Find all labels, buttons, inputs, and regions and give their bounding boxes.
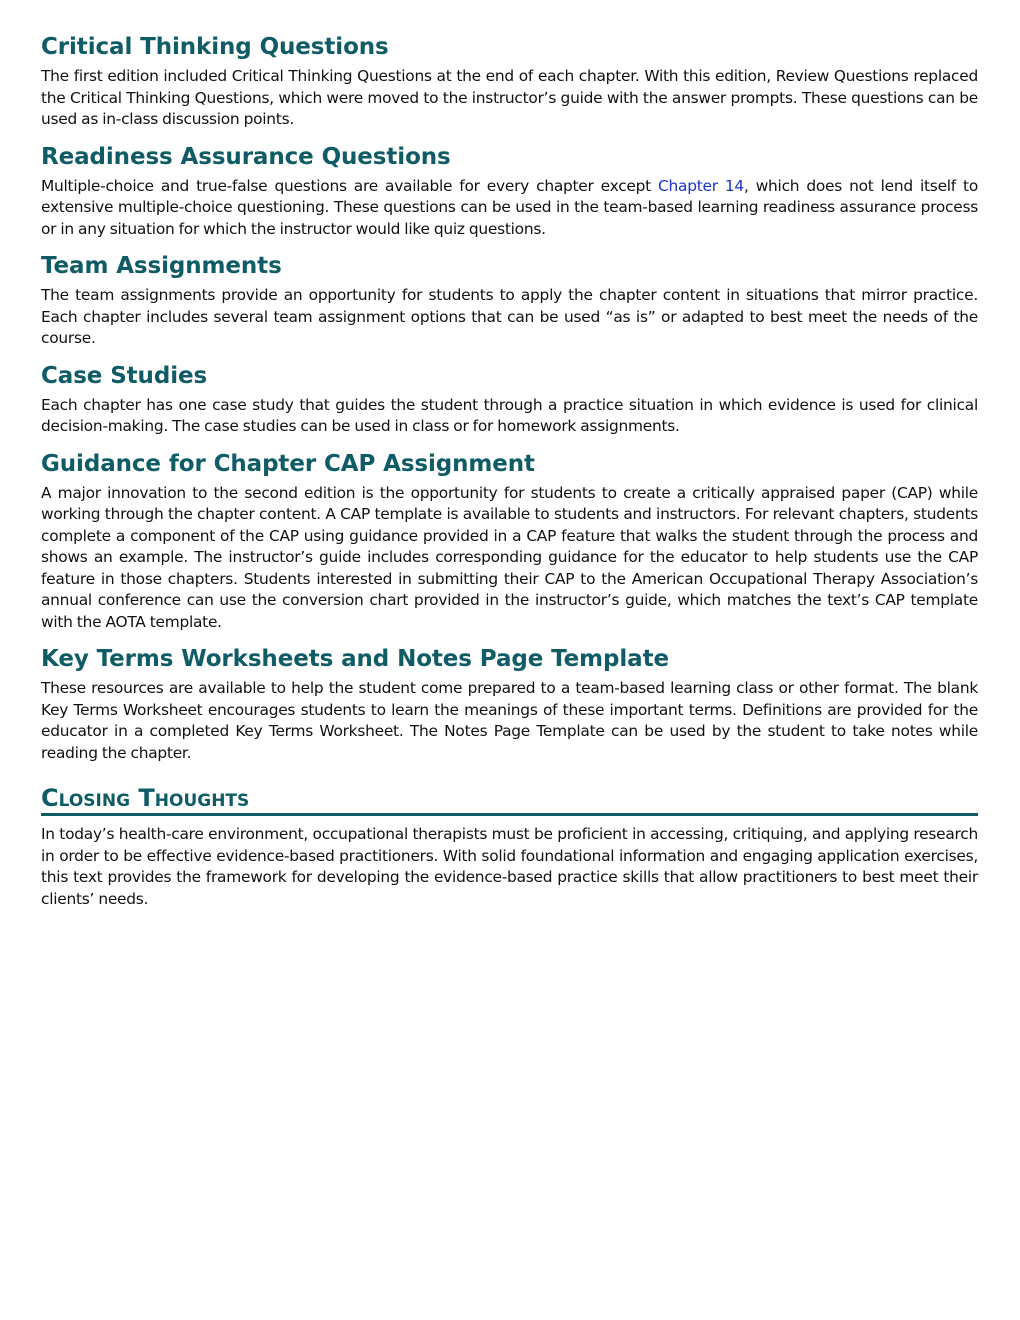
section-critical-thinking-questions	[41, 32, 978, 131]
section-paragraph: A major innovation to the second edition is the opportunity for students to create a critically appraised paper (CAP) while working through the chapter content. A CAP template is available to students and instructors. For relevant chapters, students complete a component of the CAP using guidance provided in a CAP feature that walks the student through the process and shows an example. The instructor’s guide includes corresponding guidance for the educator to help students use the CAP feature in those chapters. Students interested in submitting their CAP to the American Occupational Therapy Association’s annual conference can use the conversion chart provided in the instructor’s guide, which matches the text’s CAP template with the AOTA template.	[41, 483, 978, 631]
section-readiness-assurance-questions	[41, 142, 978, 241]
document-page	[41, 32, 978, 921]
section-paragraph: The first edition included Critical Thinking Questions at the end of each chapter. With this edition, Review Questions replaced the Critical Thinking Questions, which were moved to the instructor’s guide with the answer prompts. These questions can be used as in-class discussion points.	[41, 67, 978, 128]
closing-paragraph: In today’s health-care environment, occupational therapists must be proficient in accessing, critiquing, and applying research in order to be effective evidence-based practitioners. With solid foundational information and engaging application exercises, this text provides the framework for developing the evidence-based practice skills that allow practitioners to best meet their clients’ needs.	[41, 825, 978, 908]
paragraph-text: Multiple-choice and true-false questions are available for every chapter except	[41, 176, 659, 195]
section-heading: Case Studies	[41, 362, 208, 389]
section-paragraph: The team assignments provide an opportunity for students to apply the chapter content in situations that mirror practice. Each chapter includes several team assignment options that can be used “as is” or adapted to best meet the needs of the course.	[41, 286, 978, 347]
section-heading: Readiness Assurance Questions	[41, 143, 451, 170]
section-team-assignments	[41, 251, 978, 350]
section-case-studies	[41, 361, 978, 438]
section-key-terms-worksheets	[41, 644, 978, 764]
section-cap-assignment	[41, 449, 978, 634]
section-paragraph	[41, 176, 978, 241]
section-heading: Key Terms Worksheets and Notes Page Template	[41, 646, 669, 672]
section-closing-thoughts	[41, 784, 978, 910]
section-paragraph: These resources are available to help the student come prepared to a team-based learning class or other format. The blank Key Terms Worksheet encourages students to learn the meanings of these important terms. Definitions are provided for the educator in a completed Key Terms Worksheet. The Notes Page Template can be used by the student to take notes while reading the chapter.	[41, 679, 978, 762]
section-heading: Guidance for Chapter CAP Assignment	[41, 450, 535, 477]
chapter-14-link[interactable]: Chapter 14	[658, 176, 744, 195]
paragraph-text: , which does not lend itself to extensive multiple-choice questioning. These questions can be used in the team-based learning readiness assurance process or in any situation for which the instructor would like quiz questions.	[41, 176, 979, 238]
section-paragraph: Each chapter has one case study that guides the student through a practice situation in which evidence is used for clinical decision-making. The case studies can be used in class or for homework assignments.	[41, 395, 978, 435]
section-heading: Critical Thinking Questions	[41, 34, 389, 60]
section-heading: Team Assignments	[41, 253, 282, 279]
closing-heading: Closing Thoughts	[41, 784, 978, 816]
